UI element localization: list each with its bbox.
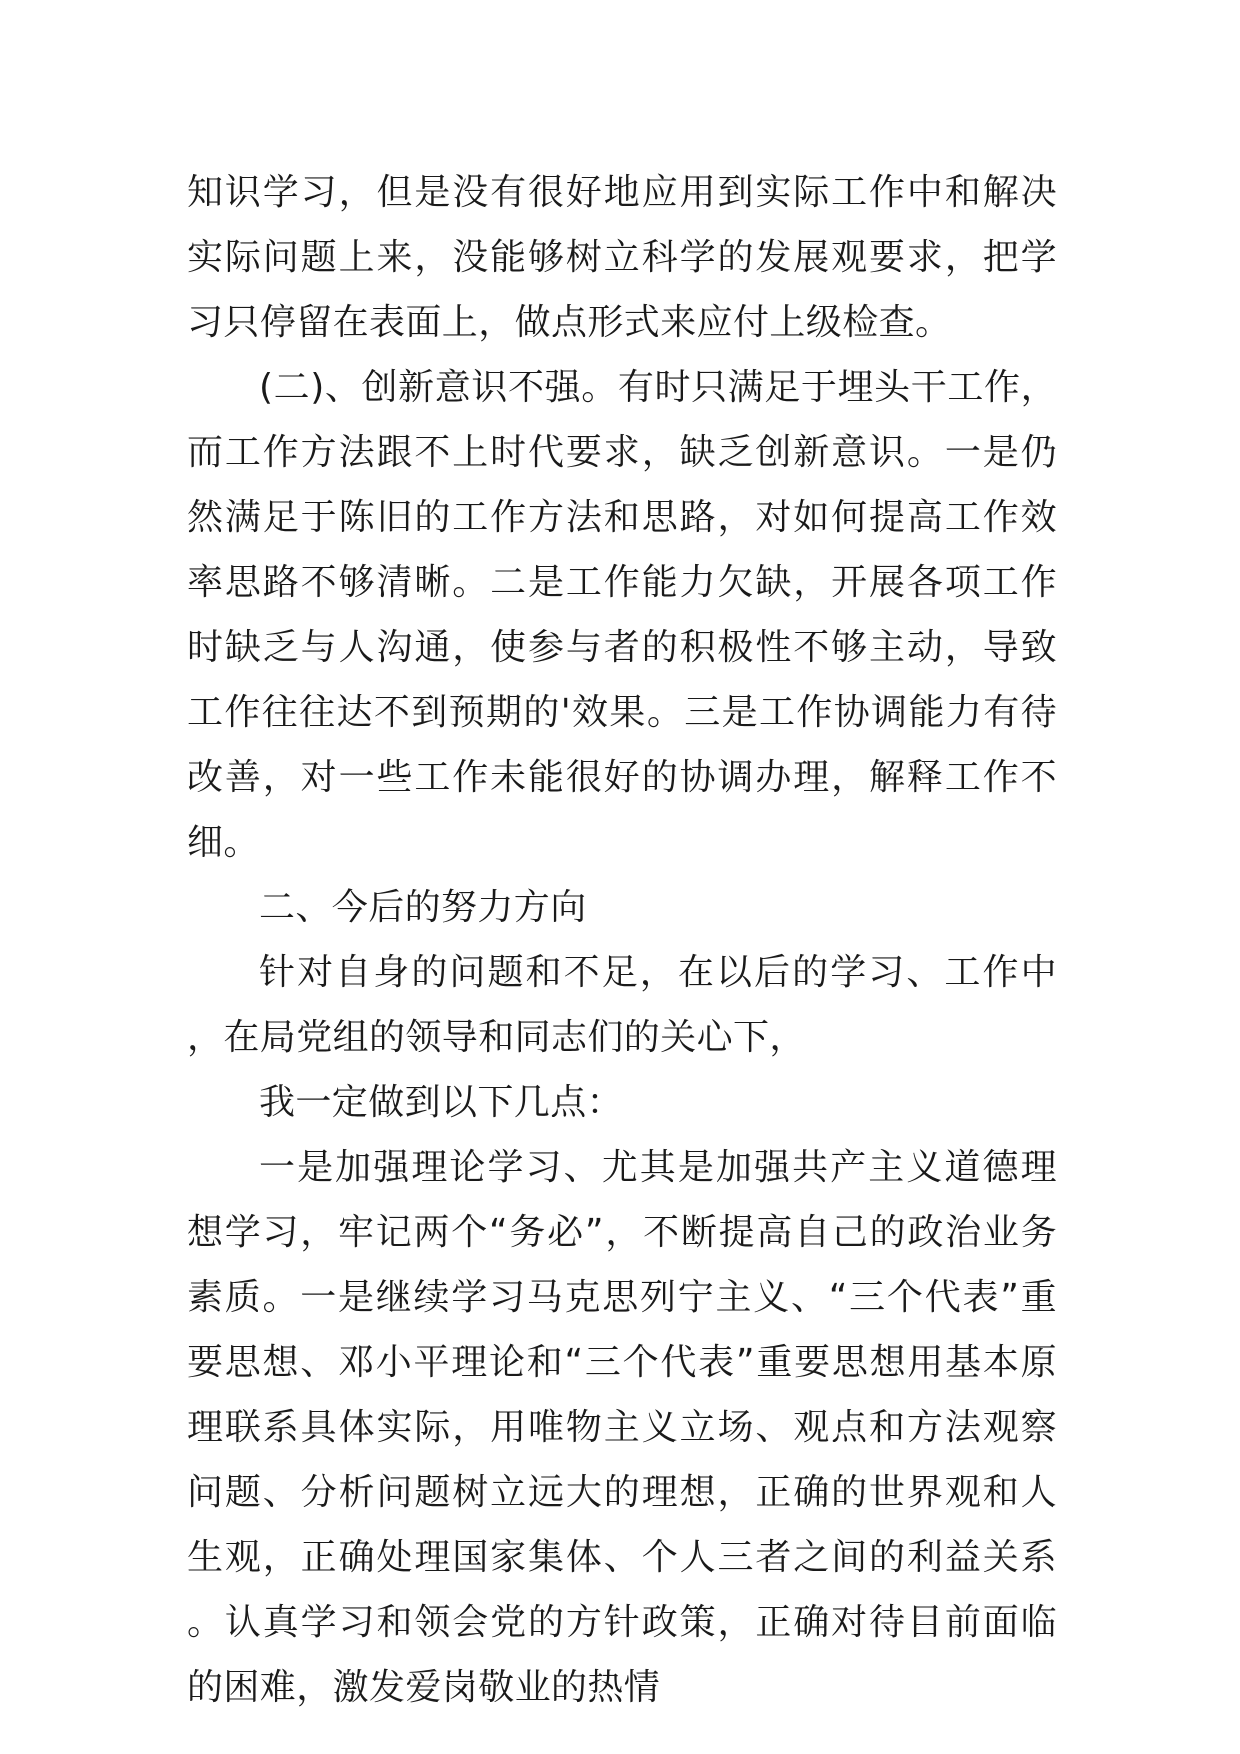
paragraph-innovation-awareness: (二)、创新意识不强。有时只满足于埋头干工作，而工作方法跟不上时代要求，缺乏创新意识。一是仍然满足于陈旧的工作方法和思路，对如何提高工作效率思路不够清晰。二是工作能力欠缺，开展各项工作时缺乏与人沟通，使参与者的积极性不够主动，导致工作往往达不到预期的'效果。三是工作协调能力有待改善，对一些工作未能很好的协调办理，解释工作不细。 [187, 367, 1057, 863]
paragraph-commitment-intro: 我一定做到以下几点： [259, 1082, 624, 1123]
paragraph-address-problems: 针对自身的问题和不足，在以后的学习、工作中，在局党组的领导和同志们的关心下， [187, 952, 1057, 1058]
paragraph-study-application: 知识学习，但是没有很好地应用到实际工作中和解决实际问题上来，没能够树立科学的发展观要求，把学习只停留在表面上，做点形式来应付上级检查。 [187, 172, 1057, 343]
section-heading-future-direction: 二、今后的努力方向 [259, 887, 587, 928]
paragraph-theory-study: 一是加强理论学习、尤其是加强共产主义道德理想学习，牢记两个“务必”，不断提高自己的政治业务素质。一是继续学习马克思列宁主义、“三个代表”重要思想、邓小平理论和“三个代表”重要思想用基本原理联系具体实际，用唯物主义立场、观点和方法观察问题、分析问题树立远大的理想，正确的世界观和人生观，正确处理国家集体、个人三者之间的利益关系。认真学习和领会党的方针政策，正确对待目前面临的困难，激发爱岗敬业的热情 [187, 1147, 1057, 1708]
document-body [187, 160, 1057, 1720]
